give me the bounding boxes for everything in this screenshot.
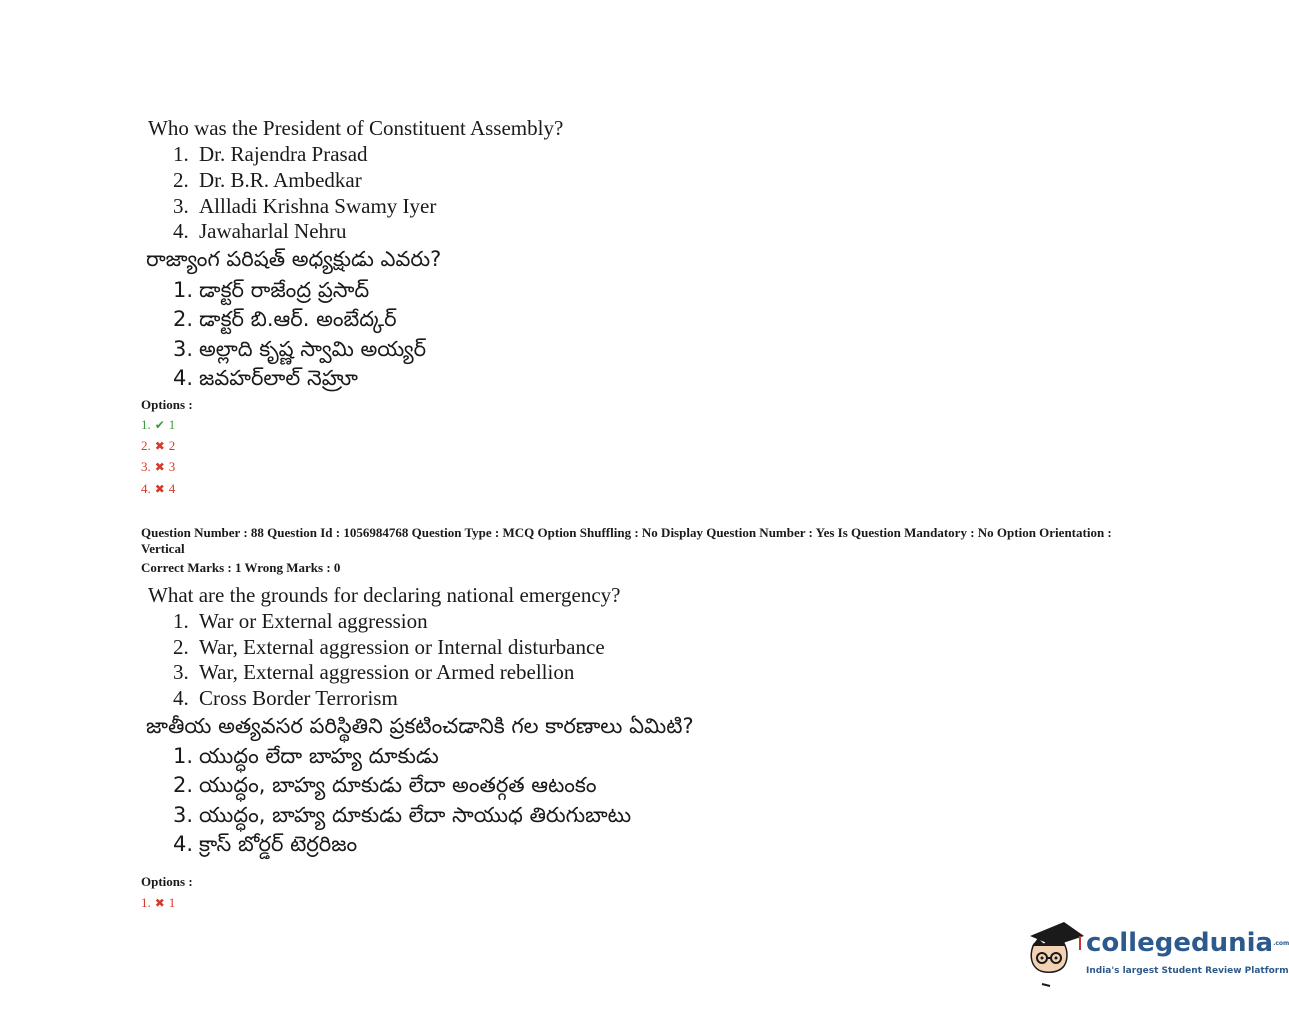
question-text-en: What are the grounds for declaring national emergency? — [148, 583, 621, 607]
question-meta: Question Number : 88 Question Id : 1056984768 Question Type : MCQ Option Shuffling : No Display Question Number : Yes Is Question Mandatory : No Option Orientation : Vertical — [141, 525, 1112, 556]
logo-tagline: India's largest Student Review Platform — [1086, 966, 1289, 976]
option-te-1: 1. యుద్ధం లేదా బాహ్య దూకుడు — [173, 744, 439, 768]
cross-icon: ✖ — [154, 896, 165, 910]
graduate-mascot-icon — [1024, 918, 1088, 988]
question-text-en: Who was the President of Constituent Assembly? — [148, 116, 564, 140]
choice-2: 2. ✖ 2 — [141, 438, 176, 453]
options-label: Options : — [141, 874, 193, 889]
choice-1: 1. ✔ 1 — [141, 417, 176, 432]
option-en-2: 2. Dr. B.R. Ambedkar — [173, 168, 362, 192]
option-te-1: 1. డాక్టర్ రాజేంద్ర ప్రసాద్ — [173, 278, 370, 302]
options-label: Options : — [141, 397, 193, 412]
cross-icon: ✖ — [154, 460, 165, 474]
option-te-3: 3. యుద్ధం, బాహ్య దూకుడు లేదా సాయుధ తిరుగుబాటు — [173, 803, 632, 827]
option-te-4: 4. జవహర్‌లాల్ నెహ్రూ — [173, 366, 358, 390]
option-en-1: 1. War or External aggression — [173, 609, 428, 633]
option-en-4: 4. Cross Border Terrorism — [173, 686, 398, 710]
option-te-2: 2. యుద్ధం, బాహ్య దూకుడు లేదా అంతర్గత ఆటంకం — [173, 773, 597, 797]
choice-3: 3. ✖ 3 — [141, 459, 176, 474]
cross-icon: ✖ — [154, 439, 165, 453]
option-en-1: 1. Dr. Rajendra Prasad — [173, 142, 368, 166]
option-en-3: 3. War, External aggression or Armed rebellion — [173, 660, 575, 684]
marks-line: Correct Marks : 1 Wrong Marks : 0 — [141, 560, 341, 575]
choice-1: 1. ✖ 1 — [141, 895, 176, 910]
logo-wordmark: collegedunia.com — [1086, 928, 1289, 958]
option-te-3: 3. అల్లాది కృష్ణ స్వామి అయ్యర్ — [173, 337, 427, 361]
question-text-te: రాజ్యాంగ పరిషత్ అధ్యక్షుడు ఎవరు? — [146, 247, 442, 271]
choice-4: 4. ✖ 4 — [141, 481, 176, 496]
question-text-te: జాతీయ అత్యవసర పరిస్థితిని ప్రకటించడానికి గల కారణాలు ఏమిటి? — [146, 714, 694, 738]
option-en-2: 2. War, External aggression or Internal disturbance — [173, 635, 605, 659]
option-te-2: 2. డాక్టర్ బి.ఆర్. అంబేద్కర్ — [173, 307, 397, 331]
option-te-4: 4. క్రాస్ బోర్డర్ టెర్రరిజం — [173, 832, 358, 856]
check-icon: ✔ — [154, 418, 165, 432]
cross-icon: ✖ — [154, 482, 165, 496]
option-en-4: 4. Jawaharlal Nehru — [173, 219, 347, 243]
option-en-3: 3. Allladi Krishna Swamy Iyer — [173, 194, 437, 218]
collegedunia-logo[interactable] — [1024, 918, 1289, 988]
